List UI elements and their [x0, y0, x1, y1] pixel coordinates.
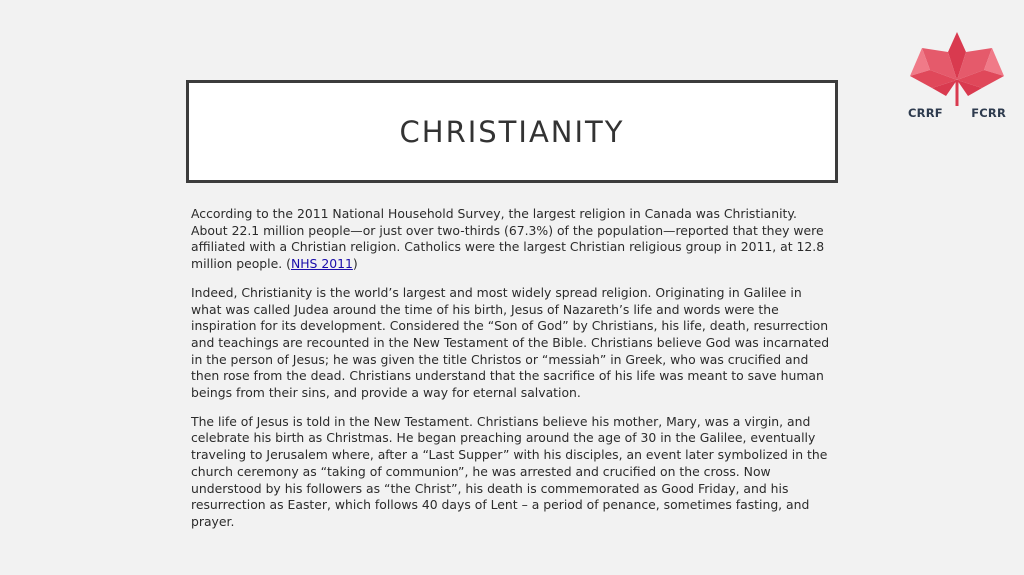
logo-text-right: FCRR — [971, 106, 1006, 120]
maple-leaf-icon — [908, 30, 1006, 108]
nhs-2011-link[interactable]: NHS 2011 — [290, 256, 353, 272]
crrf-logo — [908, 30, 1006, 122]
body-text — [191, 206, 836, 543]
paragraph-3: The life of Jesus is told in the New Testament. Christians believe his mother, Mary, was a virgin, and celebrate his birth as Christmas. He began preaching around the age of 30 in the Galilee, eventually traveling to Jerusalem where, after a “Last Supper” with his disciples, an event later symbolized in the church ceremony as “taking of communion”, he was arrested and crucified on the cross. Now understood by his followers as “the Christ”, his death is commemorated as Good Friday, and his resurrection as Easter, which follows 40 days of Lent – a period of penance, sometimes fasting, and prayer. — [191, 413, 828, 529]
paragraph-1-close: ) — [352, 256, 358, 272]
paragraph-1-text: According to the 2011 National Household Survey, the largest religion in Canada was Christianity. About 22.1 million people—or just over two-thirds (67.3%) of the population—reported that they were affiliated with a Christian religion. Catholics were the largest Christian religious group in 2011, at 12.8 million people. ( — [191, 206, 825, 272]
page-title: CHRISTIANITY — [399, 114, 625, 149]
paragraph-1 — [191, 206, 836, 273]
paragraph-2: Indeed, Christianity is the world’s largest and most widely spread religion. Originating in Galilee in what was called Judea around the time of his birth, Jesus of Nazareth’s life and words were the inspiration for its development. Considered the “Son of God” by Christians, his life, death, resurrection and teachings are recounted in the New Testament of the Bible. Christians believe God was incarnated in the person of Jesus; he was given the title Christos or “messiah” in Greek, who was crucified and then rose from the dead. Christians understand that the sacrifice of his life was meant to save human beings from their sins, and provide a way for eternal salvation. — [191, 284, 830, 401]
logo-text — [908, 106, 1006, 120]
logo-text-left: CRRF — [908, 106, 943, 120]
title-box — [186, 80, 838, 183]
